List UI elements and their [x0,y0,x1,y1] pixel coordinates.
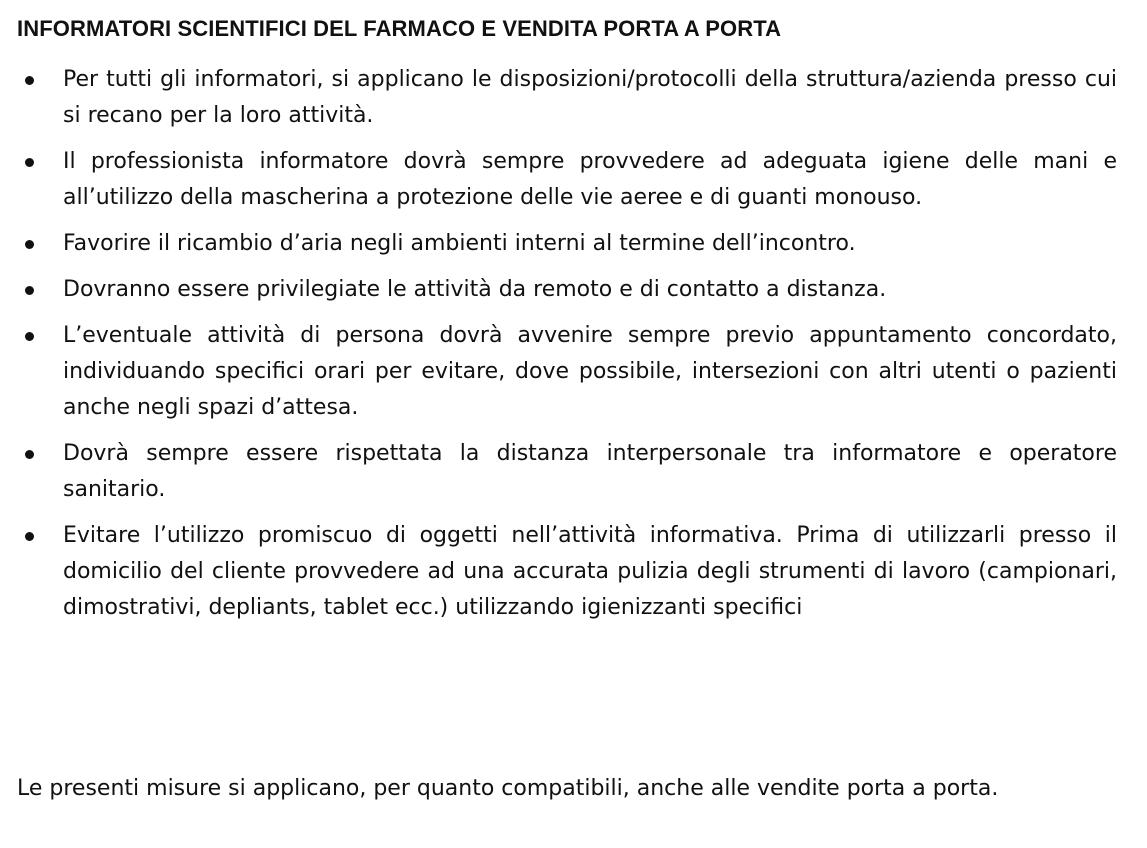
list-item [0,62,1117,134]
list-item [0,226,1117,262]
list-item [0,436,1117,508]
list-item [0,518,1117,626]
bullet-list [0,62,1147,636]
bullet-text: Il professionista informatore dovrà sempre provvedere ad adeguata igiene delle mani e all’utilizzo della mascherina a protezione delle vie aeree e di guanti monouso. [63,149,1117,210]
bullet-icon [25,158,34,167]
list-item [0,144,1117,216]
bullet-icon [25,532,34,541]
closing-paragraph: Le presenti misure si applicano, per quanto compatibili, anche alle vendite porta a porta. [17,776,999,801]
bullet-icon [25,286,34,295]
bullet-text: Dovranno essere privilegiate le attività da remoto e di contatto a distanza. [63,277,887,302]
bullet-icon [25,76,34,85]
bullet-text: L’eventuale attività di persona dovrà avvenire sempre previo appuntamento concordato, individuando specifici orari per evitare, dove possibile, intersezioni con altri utenti o pazienti anche negli spazi d’attesa. [63,323,1117,420]
bullet-icon [25,450,34,459]
bullet-text: Dovrà sempre essere rispettata la distanza interpersonale tra informatore e operatore sanitario. [63,441,1117,502]
list-item [0,272,1117,308]
document-heading: INFORMATORI SCIENTIFICI DEL FARMACO E VENDITA PORTA A PORTA [17,16,782,41]
bullet-icon [25,332,34,341]
bullet-text: Per tutti gli informatori, si applicano le disposizioni/protocolli della struttura/azienda presso cui si recano per la loro attività. [63,67,1117,128]
list-item [0,318,1117,426]
bullet-text: Evitare l’utilizzo promiscuo di oggetti nell’attività informativa. Prima di utilizzarli presso il domicilio del cliente provvedere ad una accurata pulizia degli strumenti di lavoro (campionari, dimostrativi, depliants, tablet ecc.) utilizzando igienizzanti specifici [63,523,1117,620]
bullet-text: Favorire il ricambio d’aria negli ambienti interni al termine dell’incontro. [63,231,856,256]
bullet-icon [25,240,34,249]
